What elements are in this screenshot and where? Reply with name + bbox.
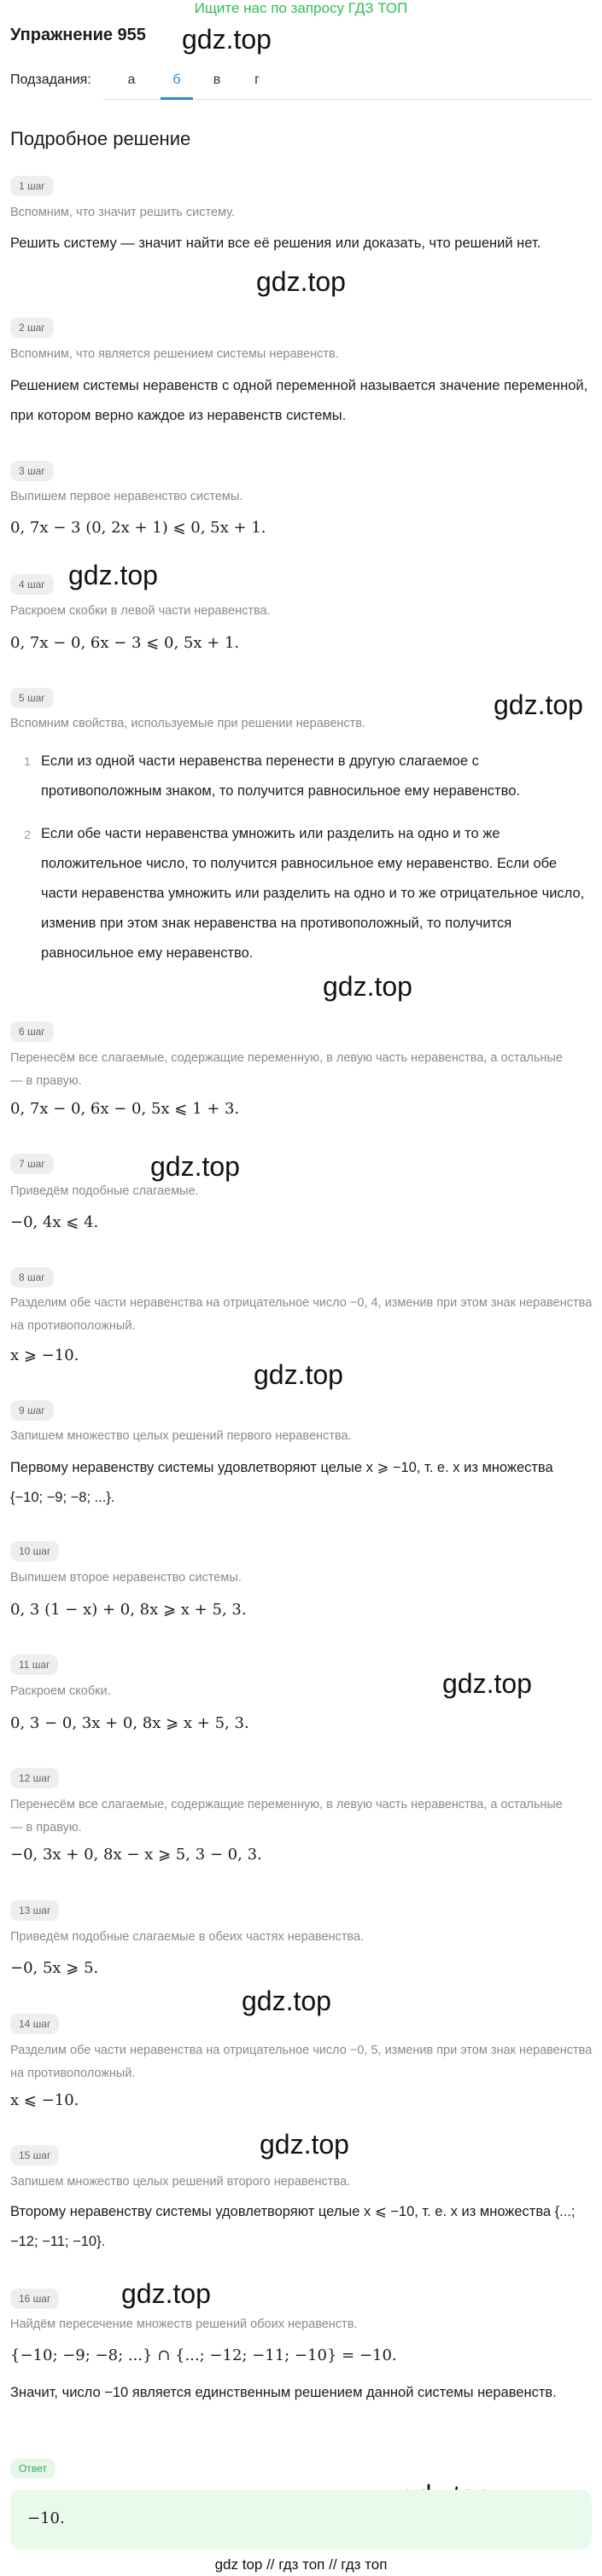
- step-hint: Раскроем скобки.: [10, 1684, 111, 1698]
- step-formula: x ⩾ −10.: [10, 1346, 79, 1364]
- list-item: Если из одной части неравенства перенести в другую слагаемое с противоположным знаком, то получится равносильное ему неравенство.: [41, 753, 520, 799]
- step-badge: 1 шаг: [10, 176, 54, 196]
- step-badge: 6 шаг: [10, 1021, 54, 1042]
- step-badge: 4 шаг: [10, 574, 54, 595]
- step-hint: Выпишем второе неравенство системы.: [10, 1571, 242, 1585]
- step-hint: Найдём пересечение множеств решений обоих неравенств.: [10, 2317, 358, 2331]
- watermark: gdz.top: [150, 1151, 240, 1182]
- step-hint: Раскроем скобки в левой части неравенства.: [10, 604, 271, 618]
- step-formula: −0, 3x + 0, 8x − x ⩾ 5, 3 − 0, 3.: [10, 1846, 262, 1864]
- list-number: 2: [24, 828, 31, 841]
- step-formula: 0, 3 − 0, 3x + 0, 8x ⩾ x + 5, 3.: [10, 1714, 249, 1732]
- section-title: Подробное решение: [10, 128, 191, 149]
- watermark: gdz.top: [254, 1359, 343, 1390]
- step-body: Первому неравенству системы удовлетворяют целые x ⩾ −10, т. е. x из множества {−10; −9; −8; ...}.: [10, 1460, 553, 1505]
- step-badge: 16 шаг: [10, 2288, 59, 2309]
- step-hint: Приведём подобные слагаемые.: [10, 1184, 199, 1198]
- step-body: Решением системы неравенств с одной переменной называется значение переменной, при котором верно каждое из неравенств системы.: [10, 378, 588, 423]
- step-hint: Перенесём все слагаемые, содержащие переменную, в левую часть неравенства, а остальные — в правую.: [10, 1051, 563, 1088]
- step-formula: {−10; −9; −8; ...} ∩ {...; −12; −11; −10} = −10.: [10, 2346, 397, 2364]
- step-badge: 9 шаг: [10, 1400, 54, 1421]
- step-formula: 0, 3 (1 − x) + 0, 8x ⩾ x + 5, 3.: [10, 1601, 247, 1619]
- watermark: gdz.top: [260, 2129, 349, 2160]
- step-badge: 13 шаг: [10, 1900, 59, 1921]
- step-body: Второму неравенству системы удовлетворяют целые x ⩽ −10, т. е. x из множества {...; −12; −11; −10}.: [10, 2204, 576, 2249]
- tab-g[interactable]: г: [254, 73, 260, 87]
- watermark: gdz.top: [494, 689, 583, 720]
- step-hint: Разделим обе части неравенства на отрицательное число −0, 5, изменив при этом знак неравенства на противоположный.: [10, 2044, 593, 2080]
- step-formula: 0, 7x − 0, 6x − 0, 5x ⩽ 1 + 3.: [10, 1100, 240, 1118]
- list-number: 1: [24, 754, 31, 768]
- tab-a[interactable]: а: [127, 73, 136, 87]
- tab-v[interactable]: в: [213, 73, 221, 87]
- step-hint: Приведём подобные слагаемые в обеих частях неравенства.: [10, 1930, 365, 1944]
- step-formula: −0, 5x ⩾ 5.: [10, 1959, 99, 1977]
- tab-b[interactable]: б: [172, 73, 181, 87]
- watermark: gdz.top: [242, 1986, 331, 2016]
- list-item: Если обе части неравенства умножить или разделить на одно и то же положительное число, то получится равносильное ему неравенство. Если обе части неравенства умножить или разделить на одно и то же отрицательное число, изменив при этом знак неравенства на противоположный, то получится равносильное ему неравенство.: [41, 826, 585, 961]
- step-body: Решить систему — значит найти все её решения или доказать, что решений нет.: [10, 236, 541, 251]
- watermark: gdz.top: [256, 266, 346, 297]
- step-badge: 12 шаг: [10, 1768, 59, 1788]
- watermark: gdz.top: [68, 560, 158, 590]
- answer-value: −10.: [27, 2509, 65, 2527]
- subtasks-label: Подзадания:: [10, 73, 91, 87]
- step-formula: −0, 4x ⩽ 4.: [10, 1213, 99, 1231]
- step-hint: Разделим обе части неравенства на отрицательное число −0, 4, изменив при этом знак неравенства на противоположный.: [10, 1296, 593, 1333]
- step-hint: Запишем множество целых решений первого неравенства.: [10, 1429, 352, 1443]
- step-formula: 0, 7x − 3 (0, 2x + 1) ⩽ 0, 5x + 1.: [10, 519, 266, 537]
- step-badge: 7 шаг: [10, 1154, 54, 1174]
- step-badge: 8 шаг: [10, 1267, 54, 1288]
- step-hint: Вспомним, что значит решить систему.: [10, 206, 235, 219]
- step-badge: 5 шаг: [10, 688, 54, 708]
- watermark: gdz.top: [323, 971, 412, 1002]
- step-formula: 0, 7x − 0, 6x − 3 ⩽ 0, 5x + 1.: [10, 634, 240, 652]
- step-badge: 15 шаг: [10, 2145, 59, 2166]
- step-hint: Перенесём все слагаемые, содержащие переменную, в левую часть неравенства, а остальные — в правую.: [10, 1798, 563, 1835]
- step-hint: Вспомним, что является решением системы неравенств.: [10, 347, 339, 361]
- page-title: Упражнение 955: [10, 26, 146, 44]
- step-hint: Выпишем первое неравенство системы.: [10, 490, 243, 503]
- step-hint: Вспомним свойства, используемые при решении неравенств.: [10, 717, 366, 730]
- step-badge: 3 шаг: [10, 461, 54, 481]
- step-badge: 2 шаг: [10, 317, 54, 338]
- step-formula: x ⩽ −10.: [10, 2091, 79, 2109]
- step-badge: 10 шаг: [10, 1541, 59, 1561]
- watermark: gdz.top: [121, 2278, 211, 2309]
- watermark: gdz.top: [442, 1668, 532, 1699]
- step-badge: 14 шаг: [10, 2014, 59, 2034]
- footer-links[interactable]: gdz top // гдз топ // гдз топ: [214, 2556, 388, 2573]
- step-body: Значит, число −10 является единственным решением данной системы неравенств.: [10, 2385, 557, 2400]
- answer-badge: Ответ: [10, 2458, 56, 2479]
- step-badge: 11 шаг: [10, 1654, 58, 1675]
- active-tab-indicator: [161, 97, 193, 100]
- watermark: gdz.top: [182, 24, 272, 55]
- answer-box: [10, 2490, 592, 2550]
- step-hint: Запишем множество целых решений второго неравенства.: [10, 2175, 351, 2189]
- top-banner[interactable]: Ищите нас по запросу ГДЗ ТОП: [194, 0, 408, 16]
